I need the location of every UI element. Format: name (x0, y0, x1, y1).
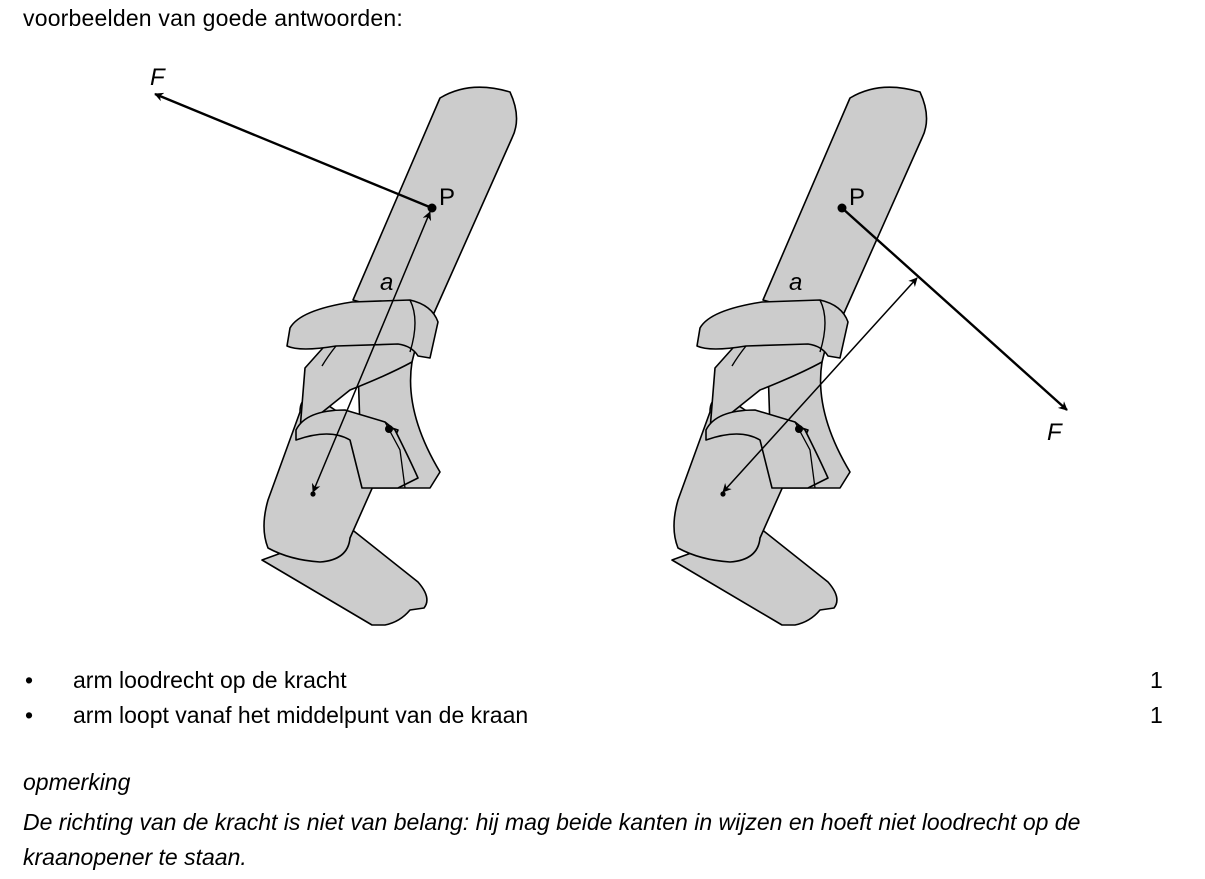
left-opener (150, 64, 517, 625)
criterion-text: arm loodrecht op de kracht (73, 667, 347, 693)
criterion-points: 1 (1150, 667, 1163, 693)
left-arm-label: a (380, 269, 394, 296)
right-arm-label: a (789, 269, 803, 296)
intro-text: voorbeelden van goede antwoorden: (23, 5, 404, 31)
note-heading: opmerking (23, 769, 131, 795)
left-point-label: P (439, 184, 456, 211)
left-point-p (428, 204, 437, 213)
left-center-dot (310, 491, 315, 496)
right-point-label: P (849, 184, 866, 211)
note-text: De richting van de kracht is niet van belang: hij mag beide kanten in wijzen en hoeft niet loodrecht op de kraanopener te staan. (23, 809, 1081, 870)
answer-figures (0, 55, 1205, 635)
criterion-text: arm loopt vanaf het middelpunt van de kraan (73, 702, 529, 728)
bullet: • (25, 702, 34, 728)
bullet: • (25, 667, 34, 693)
criterion-row (0, 702, 1205, 732)
right-force-label: F (1047, 419, 1062, 446)
left-force-arrow (155, 94, 432, 208)
criterion-points: 1 (1150, 702, 1163, 728)
right-point-p (838, 204, 847, 213)
criterion-row (0, 667, 1205, 697)
left-force-label: F (150, 64, 165, 91)
right-force-arrow (842, 208, 1067, 410)
right-center-dot (720, 491, 725, 496)
right-opener (672, 87, 1067, 625)
